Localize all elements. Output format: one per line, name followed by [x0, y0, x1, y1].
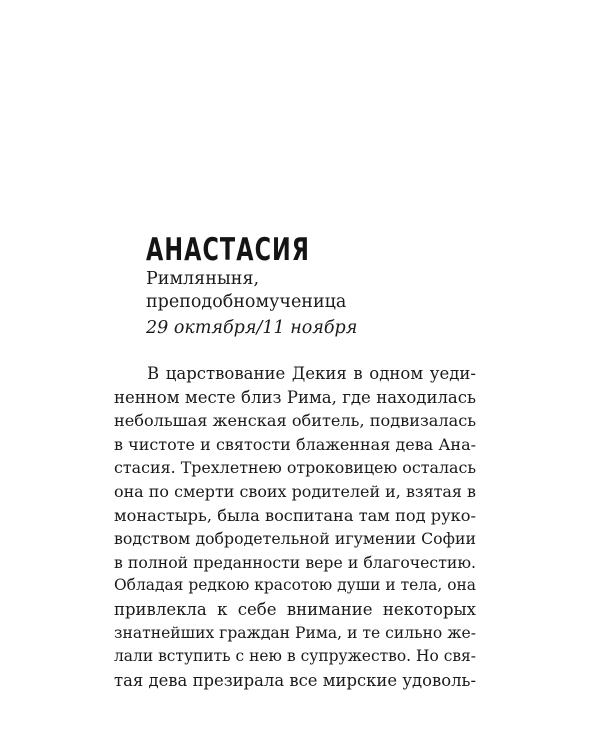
paragraph-line: водством добродетельной игумении Софии: [114, 529, 476, 549]
paragraph-line: привлекла к себе внимание некоторых: [114, 599, 476, 619]
subtitle-line: преподобномученица: [146, 292, 347, 312]
chapter-title: АНАСТАСИЯ: [146, 232, 311, 268]
paragraph-line: знатнейших граждан Рима, и те сильно же-: [114, 623, 476, 642]
body-paragraph: [114, 362, 476, 692]
subtitle-line: Римляныня,: [146, 269, 260, 289]
paragraph-line: небольшая женская обитель, подвизалась: [114, 411, 476, 431]
paragraph-line: в полной преданности вере и благочестию.: [114, 552, 476, 572]
paragraph-line: Обладая редкою красотою души и тела, она: [114, 576, 476, 595]
paragraph-line: стасия. Трехлетнею отроковицею осталась: [114, 458, 476, 478]
chapter-subtitle: [146, 268, 346, 314]
paragraph-line: монастырь, была воспитана там под руко-: [114, 505, 476, 525]
paragraph-line: в чистоте и святости блаженная дева Ана-: [114, 434, 476, 454]
paragraph-line: лали вступить с нею в супружество. Но свя-: [114, 647, 476, 666]
paragraph-line: тая дева презирала все мирские удоволь-: [114, 670, 476, 690]
paragraph-line: ненном месте близ Рима, где находилась: [114, 387, 476, 407]
paragraph-line: она по смерти своих родителей и, взятая в: [114, 481, 476, 501]
paragraph-line: В царствование Декия в одном уеди-: [147, 364, 476, 383]
feast-date: 29 октября/11 ноября: [146, 318, 358, 338]
